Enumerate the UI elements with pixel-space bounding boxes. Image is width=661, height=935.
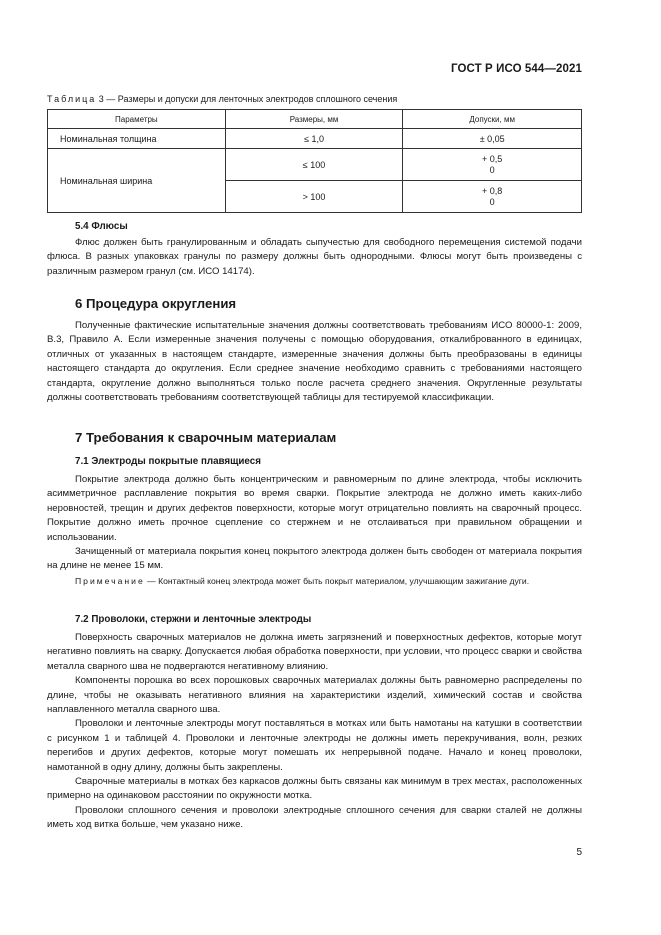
tolerance-lower: 0 <box>489 164 495 175</box>
table-row <box>48 149 582 181</box>
section-7-2-title: 7.2 Проволоки, стержни и ленточные электроды <box>75 614 312 625</box>
header-sizes: Размеры, мм <box>225 110 403 129</box>
param-width: Номинальная ширина <box>48 149 226 213</box>
table-caption-text: 3 — Размеры и допуски для ленточных электродов сплошного сечения <box>96 94 398 104</box>
paragraph: Зачищенный от материала покрытия конец покрытого электрода должен быть свободен от материала покрытия на длине не менее 15 мм. <box>47 546 582 572</box>
note <box>47 575 582 588</box>
section-6-title: 6 Процедура округления <box>75 296 237 311</box>
section-7-2-body <box>47 631 582 833</box>
size-width-1: ≤ 100 <box>225 149 403 181</box>
size-width-2: > 100 <box>225 181 403 213</box>
table-caption-label: Таблица <box>47 94 97 104</box>
size-thickness: ≤ 1,0 <box>225 129 403 149</box>
dimensions-table <box>47 109 582 213</box>
paragraph: Флюс должен быть гранулированным и обладать сыпучестью для свободного перемещения системой подачи флюса. В разных упаковках гранулы по размеру должны быть однородными. Флюсы могут быть произведены с различным размером гранул (см. ИСО 14174). <box>47 237 582 277</box>
paragraph: Покрытие электрода должно быть концентрическим и равномерным по длине электрода, чтобы исключить асимметричное расплавление покрытия во время сварки. Покрытие электрода не должно иметь каких-либо неровностей, трещин и других дефектов поверхности, которые могут отрицательно повлиять на сварочный процесс. Покрытие должно иметь прочное сцепление со стержнем и не отслаиваться при правильном обращении и использовании. <box>47 474 582 543</box>
paragraph: Сварочные материалы в мотках без каркасов должны быть связаны как минимум в трех местах, расположенных примерно на одинаковом расстоянии по окружности мотка. <box>47 776 582 802</box>
standard-designation: ГОСТ Р ИСО 544—2021 <box>450 63 582 75</box>
note-label: Примечание <box>75 576 145 586</box>
table-caption <box>47 94 582 104</box>
tolerance-upper: + 0,5 <box>482 153 503 164</box>
section-7-1-title: 7.1 Электроды покрытые плавящиеся <box>75 456 261 467</box>
table-header-row <box>48 110 582 129</box>
page-number: 5 <box>576 847 582 858</box>
section-7-title: 7 Требования к сварочным материалам <box>75 430 337 445</box>
paragraph: Полученные фактические испытательные значения должны соответствовать требованиям ИСО 80000-1: 2009, В.3, Правило А. Если измеренные значения получены с помощью оборудования, откалиброванного в единицах, отличных от указанных в настоящем стандарте, измеренные значения должны быть преобразованы в единицы настоящего стандарта до округления. Если среднее значение необходимо сравнить с требованиями настоящего стандарта, округление должно выполняться только после расчета среднего значения. Округленные результаты должны соответствовать требованиям соответствующей таблицы для тестируемой классификации. <box>47 320 582 404</box>
paragraph: Проволоки сплошного сечения и проволоки электродные сплошного сечения для сварки сталей не должны иметь ход витка больше, чем указано ниже. <box>47 804 582 831</box>
section-6-body <box>47 319 582 405</box>
paragraph: Проволоки и ленточные электроды могут поставляться в мотках или быть намотаны на катушки в соответствии с рисунком 1 и таблицей 4. Проволоки и ленточные электроды не должны иметь перекручивания, волн, резких перегибов и других дефектов, которые могут помешать их непрерывной подаче. Начало и конец проволоки, намотанной в одну длину, должны быть закреплены. <box>47 718 582 773</box>
section-5-4-body <box>47 236 582 279</box>
section-7-1-body <box>47 473 582 574</box>
param-thickness: Номинальная толщина <box>48 129 226 149</box>
tolerance-upper: + 0,8 <box>482 185 503 196</box>
section-5-4-title: 5.4 Флюсы <box>75 221 128 232</box>
tolerance-width-2 <box>403 181 582 213</box>
tolerance-thickness: ± 0,05 <box>403 129 582 149</box>
paragraph: Компоненты порошка во всех порошковых сварочных материалах должны быть равномерно распределены по длине, чтобы не оказывать негативного влияния на характеристики изделий, химический состав и свойства наплавленного металла сварного шва. <box>47 675 582 716</box>
note-text: — Контактный конец электрода может быть покрыт материалом, улучшающим зажигание дуги. <box>144 576 530 586</box>
table-row <box>48 129 582 149</box>
header-parameters: Параметры <box>48 110 226 129</box>
tolerance-lower: 0 <box>489 196 495 207</box>
paragraph: Поверхность сварочных материалов не должна иметь загрязнений и поверхностных дефектов, которые могут негативно повлиять на сварку. Допускается любая обработка поверхности, при условии, что процесс сварки и свойства металла сварного шва не подвергаются негативному влиянию. <box>47 632 583 672</box>
tolerance-width-1 <box>403 149 582 181</box>
header-tolerances: Допуски, мм <box>403 110 582 129</box>
